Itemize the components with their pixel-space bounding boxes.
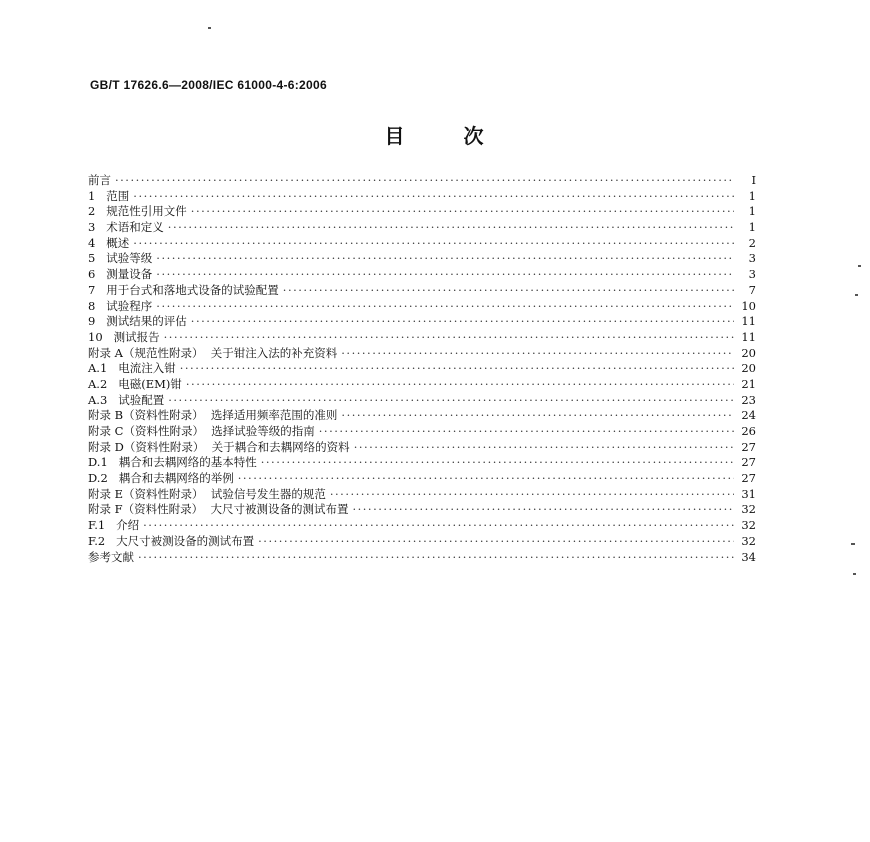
toc-entry <box>88 502 756 518</box>
toc-entry-page: 2 <box>748 235 756 250</box>
toc-entry-page: 24 <box>741 408 756 423</box>
toc-entry-page: 32 <box>741 518 756 533</box>
toc-leader <box>191 204 734 220</box>
toc-entry-label: 9 测试结果的评估 <box>88 314 187 329</box>
toc-leader <box>180 361 734 377</box>
toc-entry <box>88 251 756 267</box>
toc-entry <box>88 393 756 409</box>
toc-entry-label: 附录 A（规范性附录） 关于钳注入法的补充资料 <box>88 345 338 360</box>
toc-entry-label: 8 试验程序 <box>88 298 153 313</box>
toc-entry-label: 1 范围 <box>88 188 130 203</box>
toc-entry-page: 7 <box>748 282 756 297</box>
scan-mark <box>851 543 855 545</box>
toc-entry-label: 5 试验等级 <box>88 251 153 266</box>
toc-leader <box>143 518 734 534</box>
scan-mark <box>855 294 858 296</box>
toc-entry-page: 21 <box>741 376 756 391</box>
scan-mark <box>858 265 861 267</box>
toc-entry-page: 3 <box>748 267 756 282</box>
toc-entry-label: A.2 电磁(EM)钳 <box>88 376 182 391</box>
toc-entry-page: 1 <box>748 188 756 203</box>
toc-leader <box>352 502 734 518</box>
toc-entry <box>88 424 756 440</box>
toc-entry <box>88 330 756 346</box>
toc-leader <box>341 408 734 424</box>
toc-entry <box>88 314 756 330</box>
toc-entry-page: 31 <box>741 486 756 501</box>
toc-entry-page: 11 <box>741 314 756 329</box>
toc-entry-label: 附录 D（资料性附录） 关于耦合和去耦网络的资料 <box>88 439 350 454</box>
toc-entry <box>88 236 756 252</box>
toc-leader <box>283 283 734 299</box>
toc-entry-page: 10 <box>741 298 756 313</box>
toc-leader <box>133 189 734 205</box>
toc-entry-label: 6 测量设备 <box>88 267 153 282</box>
toc-leader <box>261 455 734 471</box>
standard-number: GB/T 17626.6—2008/IEC 61000-4-6:2006 <box>90 78 327 92</box>
toc-entry-page: 27 <box>741 455 756 470</box>
toc-entry <box>88 220 756 236</box>
toc-leader <box>115 173 734 189</box>
toc-entry-page: 1 <box>748 220 756 235</box>
toc-leader <box>186 377 734 393</box>
toc-entry-label: F.1 介绍 <box>88 518 140 533</box>
toc-leader <box>168 393 734 409</box>
toc-entry-page: 23 <box>741 392 756 407</box>
toc-entry-page: 11 <box>741 329 756 344</box>
toc-entry-page: 26 <box>741 424 756 438</box>
toc-leader <box>168 220 734 236</box>
toc-leader <box>191 314 734 330</box>
toc-leader <box>341 346 734 362</box>
scan-mark <box>853 573 856 575</box>
toc-entry-page: 27 <box>741 471 756 486</box>
toc-leader <box>133 236 734 252</box>
toc-entry-page: Ⅰ <box>751 173 756 187</box>
toc-entry-label: 前言 <box>88 173 111 187</box>
toc-entry-label: F.2 大尺寸被测设备的测试布置 <box>88 533 255 548</box>
toc-entry-page: 27 <box>741 439 756 454</box>
toc-entry <box>88 299 756 315</box>
toc-entry-label: 参考文献 <box>88 549 134 564</box>
toc-entry <box>88 377 756 393</box>
toc-entry <box>88 550 756 566</box>
toc-leader <box>156 251 734 267</box>
toc-leader <box>138 550 734 566</box>
toc-entry <box>88 267 756 283</box>
toc-entry-label: 附录 B（资料性附录） 选择适用频率范围的准则 <box>88 408 338 423</box>
toc-leader <box>156 267 734 283</box>
toc-entry-page: 3 <box>748 251 756 266</box>
toc-leader <box>156 299 734 315</box>
toc-entry <box>88 440 756 456</box>
toc-leader <box>319 424 734 440</box>
toc-entry-label: 10 测试报告 <box>88 329 160 344</box>
toc-leader <box>258 534 734 550</box>
toc-entry <box>88 455 756 471</box>
toc-entry-label: 附录 C（资料性附录） 选择试验等级的指南 <box>88 424 315 438</box>
toc-entry-page: 20 <box>741 345 756 360</box>
toc-entry-label: 4 概述 <box>88 235 130 250</box>
toc-entry-label: A.3 试验配置 <box>88 392 165 407</box>
toc-entry-page: 34 <box>741 549 756 564</box>
toc-entry <box>88 518 756 534</box>
toc-entry-page: 32 <box>741 502 756 517</box>
toc-leader <box>238 471 734 487</box>
toc-entry <box>88 173 756 189</box>
toc-entry-page: 20 <box>741 361 756 376</box>
toc-entry-label: D.2 耦合和去耦网络的举例 <box>88 471 234 486</box>
toc-entry <box>88 283 756 299</box>
toc-entry-label: A.1 电流注入钳 <box>88 361 176 376</box>
toc-entry-label: 附录 E（资料性附录） 试验信号发生器的规范 <box>88 486 326 501</box>
toc-entry-label: 7 用于台式和落地式设备的试验配置 <box>88 282 279 297</box>
toc-entry <box>88 189 756 205</box>
table-of-contents <box>88 173 756 565</box>
page-title: 目 次 <box>384 124 486 148</box>
toc-entry <box>88 487 756 503</box>
toc-entry <box>88 534 756 550</box>
toc-entry <box>88 204 756 220</box>
toc-entry-page: 1 <box>748 204 756 219</box>
toc-leader <box>354 440 734 456</box>
toc-entry-page: 32 <box>741 533 756 548</box>
toc-entry <box>88 361 756 377</box>
toc-entry-label: 2 规范性引用文件 <box>88 204 187 219</box>
toc-entry <box>88 346 756 362</box>
toc-entry <box>88 408 756 424</box>
toc-entry-label: 附录 F（资料性附录） 大尺寸被测设备的测试布置 <box>88 502 349 517</box>
toc-entry-label: D.1 耦合和去耦网络的基本特性 <box>88 455 257 470</box>
toc-entry-label: 3 术语和定义 <box>88 220 164 235</box>
toc-entry <box>88 471 756 487</box>
toc-leader <box>330 487 734 503</box>
scan-mark <box>208 27 211 29</box>
toc-leader <box>164 330 734 346</box>
